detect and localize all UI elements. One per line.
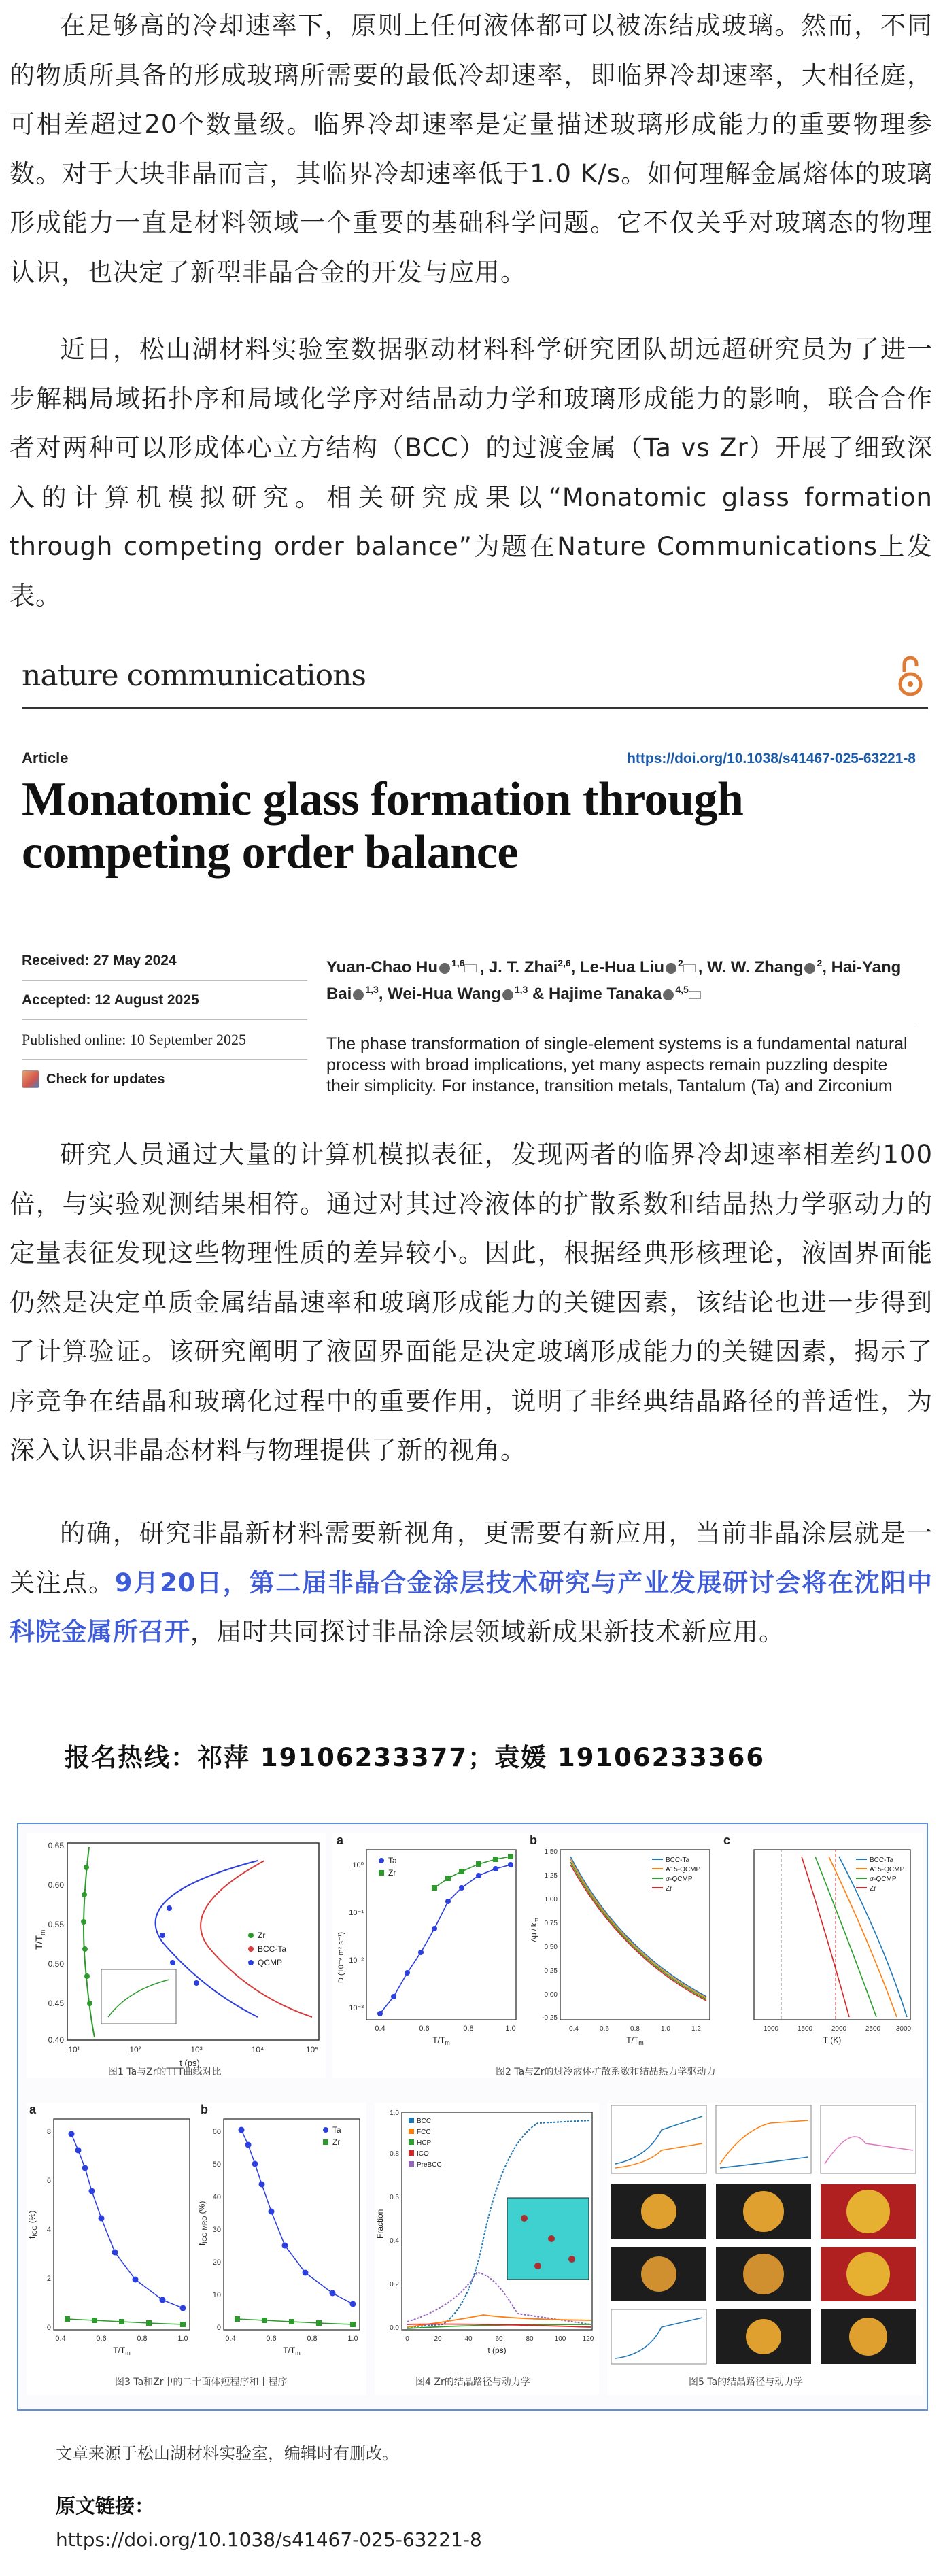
ico-a-ta-point bbox=[69, 2131, 75, 2137]
ico-a-ta-point bbox=[180, 2305, 186, 2311]
diff-zr-point bbox=[459, 1869, 464, 1874]
article-header-image bbox=[7, 647, 936, 1123]
author-affiliation: 4,5 bbox=[675, 984, 689, 995]
diff-zr-point bbox=[493, 1857, 498, 1862]
zr-snapshot-atom bbox=[521, 2215, 528, 2222]
zr-snapshot-atom bbox=[534, 2263, 541, 2269]
thermo-b-y-tick: 0.00 bbox=[544, 1991, 558, 1999]
ico-b-axes bbox=[224, 2119, 360, 2330]
ico-b-x-tick: 0.4 bbox=[225, 2335, 236, 2343]
article-doi-link[interactable]: https://doi.org/10.1038/s41467-025-63221-8 bbox=[627, 751, 916, 766]
received-date: Received: 27 May 2024 bbox=[22, 941, 307, 981]
zr-y-tick: 0.4 bbox=[390, 2237, 399, 2245]
ico-a-ta-line bbox=[71, 2134, 183, 2308]
email-icon bbox=[689, 991, 701, 999]
published-date: Published online: 10 September 2025 bbox=[22, 1020, 307, 1060]
orcid-icon bbox=[502, 989, 513, 1000]
diff-y-tick: 10⁰ bbox=[352, 1861, 364, 1869]
article-dates bbox=[22, 941, 307, 1099]
thermo-b-y-tick: 0.75 bbox=[544, 1920, 558, 1927]
ttt-y-tick: 0.45 bbox=[48, 1999, 64, 2008]
thermo-b-y-tick: 0.25 bbox=[544, 1967, 558, 1975]
thermo-c-legend-a15: A15-QCMP bbox=[870, 1866, 905, 1874]
ttt-ta-point bbox=[167, 1905, 172, 1911]
ttt-legend-marker bbox=[248, 1933, 254, 1938]
ico-a-zr-point bbox=[180, 2322, 186, 2327]
ta-nucleus bbox=[743, 2254, 784, 2294]
intro-paragraph-1: 在足够高的冷却速率下，原则上任何液体都可以被冻结成玻璃。然而，不同的物质所具备的形成玻璃所需要的最低冷却速率，即临界冷却速率，大相径庭，可相差超过20个数量级。临界冷却速率是定量描述玻璃形成能力的重要物理参数。对于大块非晶而言，其临界冷却速率低于1.0 K/s。如何理解金属熔体的玻璃形成能力一直是材料领域一个重要的基础科学问题。它不仅关乎对玻璃态的物理认识，也决定了新型非晶合金的开发与应用。 bbox=[10, 11, 933, 287]
ico-b-y-tick: 20 bbox=[212, 2258, 221, 2267]
ico-b-x-tick: 0.6 bbox=[266, 2335, 277, 2343]
zr-snapshot-atom bbox=[548, 2235, 555, 2242]
article-type: Article bbox=[22, 749, 69, 766]
ttt-x-tick: 10⁵ bbox=[305, 2045, 319, 2054]
ta-nucleus bbox=[849, 2318, 887, 2356]
zr-x-label: t (ps) bbox=[487, 2345, 507, 2355]
ico-a-y-label: $f_{ICO}$ (%) bbox=[27, 2210, 38, 2239]
diff-ta-point bbox=[493, 1866, 498, 1871]
ico-a-y-tick: 0 bbox=[46, 2324, 51, 2332]
ta-nucleus bbox=[641, 2194, 676, 2229]
diff-x-tick: 1.0 bbox=[505, 2024, 516, 2033]
author-name[interactable]: J. T. Zhai bbox=[488, 958, 558, 977]
ttt-zr-point bbox=[84, 1973, 90, 1979]
diff-legend-marker bbox=[379, 1870, 384, 1876]
orcid-icon bbox=[666, 963, 676, 974]
article-title: Monatomic glass formation through competing order balance bbox=[22, 773, 744, 879]
thermo-b-legend-a15: A15-QCMP bbox=[666, 1866, 701, 1874]
thermo-b-zr-curve bbox=[570, 1865, 706, 2001]
ico-b-ta-point bbox=[269, 2209, 275, 2215]
intro-paragraph-2: 近日，松山湖材料实验室数据驱动材料科学研究团队胡远超研究员为了进一步解耦局域拓扑序和局域化学序对结晶动力学和玻璃形成能力的影响，联合合作者对两种可以形成体心立方结构（BCC）的过渡金属（Ta vs Zr）开展了细致深入的计算机模拟研究。相关研究成果以“Monatomic glass formation through competing order balance”为题在Nature Communications上发表。 bbox=[10, 335, 933, 611]
zr-legend-bcc: BCC bbox=[417, 2118, 432, 2125]
ico-a-zr-point bbox=[92, 2318, 97, 2323]
thermo-b-legend-bcc: BCC-Ta bbox=[666, 1857, 690, 1864]
diff-ta-point bbox=[476, 1873, 481, 1878]
ico-b-x-label: $T/T_m$ bbox=[283, 2345, 301, 2356]
diff-x-tick: 0.8 bbox=[463, 2024, 474, 2033]
zr-legend-fcc: FCC bbox=[417, 2129, 431, 2136]
ttt-zr-point bbox=[81, 1919, 86, 1925]
ta-mini-chart bbox=[611, 2309, 706, 2364]
thermo-c-zr-curve bbox=[802, 1857, 849, 2017]
diff-ta-line bbox=[380, 1865, 511, 2014]
thermo-c-legend-zr: Zr bbox=[870, 1885, 876, 1893]
zr-snapshot-atom bbox=[568, 2256, 575, 2263]
ico-a-axes bbox=[54, 2119, 190, 2330]
accepted-date: Accepted: 12 August 2025 bbox=[22, 981, 307, 1020]
ico-b-x-tick: 1.0 bbox=[347, 2335, 358, 2343]
author-affiliation: 2,6 bbox=[558, 957, 571, 968]
ico-legend-marker bbox=[323, 2139, 328, 2145]
ttt-legend-marker bbox=[248, 1946, 254, 1952]
diff-zr-point bbox=[476, 1861, 481, 1867]
ttt-legend-marker bbox=[248, 1960, 254, 1965]
orcid-icon bbox=[663, 989, 674, 1000]
ttt-legend-bcc-ta: BCC-Ta bbox=[258, 1944, 287, 1954]
ttt-x-tick: 10⁴ bbox=[251, 2045, 264, 2054]
thermo-b-y-tick: 1.25 bbox=[544, 1872, 558, 1880]
fig4-panel bbox=[375, 2103, 599, 2395]
diff-y-tick: 10⁻³ bbox=[349, 2004, 364, 2012]
paragraph-4-end: ，届时共同探讨非晶涂层领域新成果新技术新应用。 bbox=[190, 1617, 785, 1646]
registration-hotline: 报名热线：祁萍 19106233377；袁媛 19106233366 bbox=[65, 1743, 766, 1772]
zr-x-tick: 120 bbox=[582, 2335, 594, 2343]
zr-x-tick: 100 bbox=[554, 2335, 566, 2343]
author-affiliation: 2 bbox=[817, 957, 823, 968]
thermo-c-x-tick: 2500 bbox=[865, 2025, 881, 2033]
email-icon bbox=[464, 964, 477, 972]
abstract-text: The phase transformation of single-element systems is a fundamental natural process with broad implications, yet many aspects remain puzzling despite their simplicity. For instance, transition metals, Tantalum (Ta) and Zirconium bbox=[326, 1034, 908, 1096]
ico-a-y-tick: 6 bbox=[46, 2177, 51, 2185]
paragraph-4-start: 的确，研究非晶新材料需要新视角，更需要有新应用，当前非晶涂层就是一关注点。 bbox=[10, 1519, 933, 1597]
diff-y-label: D (10⁻⁹ m² s⁻¹) bbox=[337, 1932, 345, 1983]
ico-b-x-tick: 0.8 bbox=[307, 2335, 318, 2343]
open-access-icon bbox=[897, 651, 924, 699]
ico-b-ta-point bbox=[350, 2301, 356, 2307]
ico-b-zr-point bbox=[235, 2316, 240, 2322]
zr-legend-marker bbox=[409, 2150, 414, 2156]
thermo-c-legend-sigma: σ-QCMP bbox=[870, 1876, 897, 1883]
zr-legend-prebcc: PreBCC bbox=[417, 2161, 442, 2169]
check-updates-label: Check for updates bbox=[46, 1071, 165, 1087]
zr-legend-marker bbox=[409, 2129, 414, 2134]
ico-b-ta-point bbox=[239, 2127, 245, 2133]
figure-collage bbox=[17, 1823, 928, 2411]
ico-a-zr-point bbox=[119, 2319, 124, 2324]
ico-b-ta-point bbox=[282, 2243, 288, 2249]
ico-b-zr-point bbox=[262, 2318, 267, 2323]
ico-b-zr-line bbox=[237, 2319, 353, 2324]
thermo-b-x-tick: 1.0 bbox=[661, 2025, 670, 2033]
zr-legend-ico: ICO bbox=[417, 2150, 429, 2158]
thermo-b-x-tick: 0.6 bbox=[600, 2025, 609, 2033]
diff-zr-line bbox=[434, 1857, 511, 1888]
ico-b-zr-point bbox=[350, 2322, 356, 2327]
ttt-y-tick: 0.50 bbox=[48, 1959, 64, 1969]
fig3-label-a: a bbox=[29, 2103, 37, 2116]
ico-a-zr-point bbox=[146, 2320, 152, 2326]
ico-b-ta-point bbox=[245, 2142, 252, 2148]
thermo-b-x-tick: 1.2 bbox=[691, 2025, 701, 2033]
thermo-b-y-label: Δμ / $k_m$ bbox=[530, 1918, 540, 1942]
zr-y-tick: 0.0 bbox=[390, 2324, 399, 2332]
ico-a-ta-point bbox=[112, 2250, 118, 2256]
fig3-charts bbox=[27, 2103, 366, 2375]
thermo-c-x-tick: 3000 bbox=[895, 2025, 912, 2033]
ico-legend-ta: Ta bbox=[332, 2125, 341, 2135]
ico-a-y-tick: 8 bbox=[46, 2128, 51, 2136]
ttt-legend-qcmp: QCMP bbox=[258, 1958, 282, 1967]
ico-a-x-label: $T/T_m$ bbox=[113, 2345, 131, 2356]
diff-ta-point bbox=[391, 1994, 396, 1999]
author-name[interactable]: Hai-Yang Bai bbox=[326, 958, 902, 1003]
ttt-ta-point bbox=[194, 1980, 199, 1986]
zr-y-tick: 0.8 bbox=[390, 2150, 399, 2158]
ta-nucleus bbox=[743, 2191, 784, 2232]
ttt-inset bbox=[101, 1969, 176, 2024]
fig2-caption: 图2 Ta与Zr的过冷液体扩散系数和结晶热力学驱动力 bbox=[496, 2067, 716, 2078]
body-paragraph-4 bbox=[10, 1509, 933, 1657]
thermo-b-legend-zr: Zr bbox=[666, 1885, 672, 1893]
fig5-panel bbox=[607, 2103, 923, 2395]
diff-zr-point bbox=[432, 1885, 437, 1891]
thermo-b-x-tick: 0.4 bbox=[569, 2025, 579, 2033]
diff-zr-point bbox=[445, 1876, 451, 1881]
ttt-ta-point bbox=[170, 1960, 175, 1965]
ico-b-ta-point bbox=[259, 2182, 265, 2188]
ttt-y-tick: 0.55 bbox=[48, 1920, 64, 1929]
ttt-zr-point bbox=[82, 1892, 87, 1897]
zr-y-tick: 0.6 bbox=[390, 2194, 399, 2201]
ico-a-y-tick: 2 bbox=[46, 2275, 51, 2283]
author-name[interactable]: Hajime Tanaka bbox=[549, 985, 662, 1003]
author-conjunction: & bbox=[532, 985, 545, 1003]
diff-y-tick: 10⁻¹ bbox=[349, 1909, 364, 1917]
author-list: Yuan-Chao Hu $^{1,6}$ , J. T. Zhai$^{2,6}$, Le-Hua Liu $^2$ , W. W. Zhang $^2$, Hai-Yang Bai $^{1,3}$, Wei-Hua Wang $^{1,3}$ & Hajime Tanaka $^{4,5}$ bbox=[326, 957, 902, 1003]
thermo-c-sigma-curve bbox=[815, 1857, 876, 2017]
author-name[interactable]: W. W. Zhang bbox=[707, 958, 804, 977]
original-link-url[interactable]: https://doi.org/10.1038/s41467-025-63221-8 bbox=[56, 2528, 482, 2551]
body-paragraph-3: 研究人员通过大量的计算机模拟表征，发现两者的临界冷却速率相差约100倍，与实验观测结果相符。通过对其过冷液体的扩散系数和结晶热力学驱动力的定量表征发现这些物理性质的差异较小。因此，根据经典形核理论，液固界面能仍然是决定单质金属结晶速率和玻璃形成能力的关键因素，该结论也进一步得到了计算验证。该研究阐明了液固界面能是决定玻璃形成能力的关键因素，揭示了序竞争在结晶和玻璃化过程中的重要作用，说明了非经典结晶路径的普适性，为深入认识非晶态材料与物理提供了新的视角。 bbox=[10, 1140, 933, 1465]
ico-b-zr-point bbox=[289, 2319, 294, 2324]
ico-a-x-tick: 1.0 bbox=[177, 2335, 188, 2343]
zr-y-tick: 0.2 bbox=[390, 2281, 399, 2288]
diff-y-tick: 10⁻² bbox=[349, 1956, 364, 1965]
zr-y-label: Fraction bbox=[375, 2209, 385, 2239]
zr-x-tick: 0 bbox=[405, 2335, 409, 2343]
diff-x-tick: 0.6 bbox=[419, 2024, 430, 2033]
thermo-b-y-tick: 1.00 bbox=[544, 1896, 558, 1903]
ico-b-y-tick: 50 bbox=[212, 2160, 221, 2169]
original-link-title: 原文链接： bbox=[56, 2494, 155, 2518]
diff-legend-ta: Ta bbox=[388, 1856, 397, 1865]
diff-ta-point bbox=[377, 2011, 383, 2016]
fig2-panel bbox=[332, 1833, 923, 2078]
diff-ta-point bbox=[459, 1885, 464, 1891]
zr-y-tick: 1.0 bbox=[390, 2109, 399, 2117]
zr-legend-hcp: HCP bbox=[417, 2139, 432, 2147]
ttt-y-tick: 0.40 bbox=[48, 2035, 64, 2045]
zr-x-tick: 80 bbox=[526, 2335, 534, 2343]
ico-legend-marker bbox=[323, 2127, 328, 2133]
ico-a-ta-point bbox=[133, 2277, 139, 2283]
ico-a-ta-point bbox=[89, 2188, 95, 2194]
check-for-updates-button[interactable] bbox=[22, 1060, 307, 1099]
diff-legend-marker bbox=[379, 1858, 384, 1863]
author-name[interactable]: Le-Hua Liu bbox=[580, 958, 664, 977]
ico-b-y-tick: 10 bbox=[212, 2291, 221, 2299]
ico-a-x-tick: 0.6 bbox=[96, 2335, 107, 2343]
diff-x-label: $T/T_m$ bbox=[432, 2035, 450, 2046]
ico-b-ta-line bbox=[241, 2130, 353, 2304]
author-name[interactable]: Yuan-Chao Hu bbox=[326, 958, 439, 977]
fig3-panel bbox=[27, 2103, 366, 2395]
fig2-label-c: c bbox=[723, 1833, 731, 1847]
zr-legend-marker bbox=[409, 2161, 414, 2167]
thermo-b-y-tick: 0.50 bbox=[544, 1944, 558, 1951]
source-note: 文章来源于松山湖材料实验室，编辑时有删改。 bbox=[56, 2444, 398, 2463]
diff-x-tick: 0.4 bbox=[375, 2024, 385, 2033]
zr-x-tick: 40 bbox=[464, 2335, 473, 2343]
diff-ta-point bbox=[508, 1862, 513, 1867]
author-affiliation: 1,3 bbox=[365, 984, 379, 995]
ta-nucleus bbox=[641, 2256, 676, 2292]
ttt-y-tick: 0.65 bbox=[48, 1841, 64, 1850]
fig3-label-b: b bbox=[201, 2103, 208, 2116]
fig2-charts bbox=[332, 1833, 923, 2065]
check-updates-icon bbox=[22, 1070, 39, 1088]
fig1-caption: 图1 Ta与Zr的TTT曲线对比 bbox=[108, 2067, 222, 2078]
ico-a-zr-line bbox=[67, 2319, 183, 2324]
ico-b-y-tick: 60 bbox=[212, 2128, 221, 2136]
thermo-c-legend-bcc: BCC-Ta bbox=[870, 1857, 894, 1864]
ttt-x-tick: 10³ bbox=[190, 2045, 203, 2054]
ico-a-ta-point bbox=[160, 2297, 166, 2303]
ttt-x-label: t (ps) bbox=[179, 2058, 200, 2068]
ico-legend-zr: Zr bbox=[332, 2137, 341, 2147]
conference-highlight: 9月20日，第二届非晶合金涂层技术研究与产业发展研讨会将在沈阳中科院金属所召开 bbox=[10, 1567, 933, 1646]
thermo-b-y-tick: -0.25 bbox=[542, 2014, 558, 2022]
ttt-zr-point bbox=[82, 1946, 88, 1952]
author-affiliation: 1,3 bbox=[514, 984, 528, 995]
ttt-zr-curve bbox=[84, 1847, 95, 2037]
diff-ta-point bbox=[445, 1899, 451, 1904]
thermo-c-x-tick: 1000 bbox=[763, 2025, 779, 2033]
ico-b-ta-point bbox=[330, 2290, 336, 2297]
fig3-caption: 图3 Ta和Zr中的二十面体短程序和中程序 bbox=[115, 2377, 288, 2388]
ico-b-zr-point bbox=[316, 2320, 322, 2326]
fig1-ttt-panel bbox=[27, 1833, 326, 2078]
diff-legend-zr: Zr bbox=[388, 1868, 396, 1878]
ico-b-y-tick: 30 bbox=[212, 2226, 221, 2234]
ta-nucleus bbox=[746, 2319, 781, 2354]
ttt-zr-point bbox=[84, 1865, 89, 1870]
orcid-icon bbox=[439, 963, 450, 974]
thermo-b-legend-sigma: σ-QCMP bbox=[666, 1876, 693, 1883]
fig4-chart bbox=[375, 2103, 599, 2375]
thermo-b-x-tick: 0.8 bbox=[630, 2025, 640, 2033]
diff-ta-point bbox=[432, 1926, 437, 1931]
ico-a-ta-point bbox=[99, 2216, 105, 2222]
orcid-icon bbox=[353, 989, 364, 1000]
ta-mini-chart bbox=[821, 2105, 916, 2173]
author-affiliation: 1,6 bbox=[451, 957, 465, 968]
ico-b-y-label: $f_{ICO-MRO}$ (%) bbox=[197, 2201, 208, 2245]
thermo-b-x-label: $T/T_m$ bbox=[626, 2035, 644, 2046]
journal-rule bbox=[22, 707, 928, 709]
ttt-x-tick: 10¹ bbox=[68, 2045, 80, 2054]
zr-legend-marker bbox=[409, 2139, 414, 2145]
ta-mini-chart bbox=[611, 2105, 706, 2173]
diff-ta-point bbox=[405, 1970, 410, 1976]
fig5-snapshots bbox=[607, 2103, 923, 2368]
thermo-b-y-tick: 1.50 bbox=[544, 1848, 558, 1856]
thermo-c-x-label: T (K) bbox=[823, 2035, 842, 2045]
zr-legend-marker bbox=[409, 2118, 414, 2123]
ico-a-y-tick: 4 bbox=[46, 2226, 51, 2234]
ico-a-zr-point bbox=[65, 2316, 70, 2322]
fig2-label-b: b bbox=[530, 1833, 537, 1847]
ttt-y-tick: 0.60 bbox=[48, 1880, 64, 1890]
thermo-c-x-tick: 1500 bbox=[797, 2025, 813, 2033]
fig2-label-a: a bbox=[337, 1833, 344, 1847]
ta-nucleus bbox=[846, 2252, 890, 2296]
ttt-legend-zr: Zr bbox=[258, 1931, 266, 1940]
author-affiliation: 2 bbox=[678, 957, 683, 968]
ico-b-y-tick: 40 bbox=[212, 2193, 221, 2201]
ttt-y-label: $T/T_m$ bbox=[33, 1929, 47, 1950]
ico-a-x-tick: 0.8 bbox=[137, 2335, 148, 2343]
diff-ta-point bbox=[418, 1950, 424, 1955]
ttt-zr-point bbox=[87, 2001, 92, 2006]
fig4-caption: 图4 Zr的结晶路径与动力学 bbox=[415, 2377, 530, 2388]
ttt-x-tick: 10² bbox=[129, 2045, 141, 2054]
ico-a-x-tick: 0.4 bbox=[55, 2335, 66, 2343]
journal-logo: nature communications bbox=[22, 658, 366, 693]
fig5-caption: 图5 Ta的结晶路径与动力学 bbox=[689, 2377, 804, 2388]
orcid-icon bbox=[804, 963, 815, 974]
ta-nucleus bbox=[846, 2190, 890, 2233]
ico-a-ta-point bbox=[82, 2165, 88, 2171]
author-name[interactable]: Wei-Hua Wang bbox=[388, 985, 501, 1003]
thermo-c-x-tick: 2000 bbox=[831, 2025, 847, 2033]
ico-b-y-tick: 0 bbox=[216, 2324, 221, 2332]
zr-x-tick: 20 bbox=[434, 2335, 442, 2343]
email-icon bbox=[683, 964, 696, 972]
ico-b-ta-point bbox=[303, 2270, 309, 2276]
ico-b-ta-point bbox=[252, 2161, 258, 2167]
ttt-chart bbox=[27, 1833, 326, 2078]
diff-zr-point bbox=[508, 1854, 513, 1859]
ico-a-ta-point bbox=[75, 2148, 82, 2154]
ttt-ta-point bbox=[160, 1933, 165, 1938]
zr-x-tick: 60 bbox=[495, 2335, 503, 2343]
